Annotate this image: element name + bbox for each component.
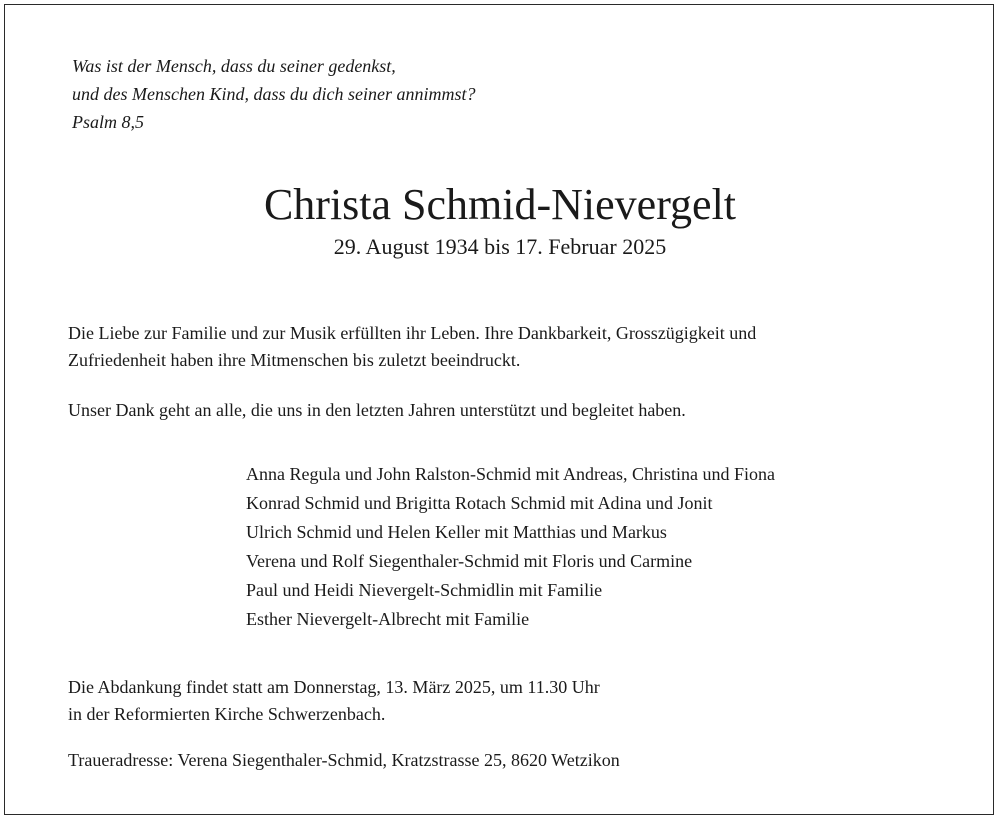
thanks-line: Unser Dank geht an alle, die uns in den letzten Jahren unterstützt und begleitet haben. [68, 400, 686, 420]
quote-line-1: Was ist der Mensch, dass du seiner gedenkst, [72, 56, 396, 76]
mourner-line: Ulrich Schmid und Helen Keller mit Matthias und Markus [246, 522, 667, 542]
service-line-2: in der Reformierten Kirche Schwerzenbach. [68, 704, 386, 724]
mourners-list [246, 460, 775, 634]
mourner-line: Verena und Rolf Siegenthaler-Schmid mit Floris und Carmine [246, 551, 693, 571]
thanks-paragraph [68, 397, 686, 424]
tribute-paragraph [68, 320, 756, 374]
tribute-line-2: Zufriedenheit haben ihre Mitmenschen bis zuletzt beeindruckt. [68, 350, 521, 370]
mourner-line: Esther Nievergelt-Albrecht mit Familie [246, 609, 530, 629]
service-line-1: Die Abdankung findet statt am Donnerstag, 13. März 2025, um 11.30 Uhr [68, 677, 600, 697]
address-paragraph [68, 747, 620, 774]
quote-line-2: und des Menschen Kind, dass du dich seiner annimmst? [72, 84, 476, 104]
mourning-address: Traueradresse: Verena Siegenthaler-Schmid, Kratzstrasse 25, 8620 Wetzikon [68, 750, 620, 770]
life-dates: 29. August 1934 bis 17. Februar 2025 [333, 234, 667, 259]
mourner-line: Anna Regula und John Ralston-Schmid mit Andreas, Christina und Fiona [246, 464, 775, 484]
tribute-line-1: Die Liebe zur Familie und zur Musik erfüllten ihr Leben. Ihre Dankbarkeit, Grosszügigkeit und [68, 323, 757, 343]
deceased-name: Christa Schmid-Nievergelt [263, 180, 737, 229]
service-paragraph [68, 674, 600, 728]
psalm-quote [72, 52, 475, 136]
mourner-line: Paul und Heidi Nievergelt-Schmidlin mit Familie [246, 580, 603, 600]
mourner-line: Konrad Schmid und Brigitta Rotach Schmid mit Adina und Jonit [246, 493, 713, 513]
quote-source: Psalm 8,5 [72, 112, 144, 132]
